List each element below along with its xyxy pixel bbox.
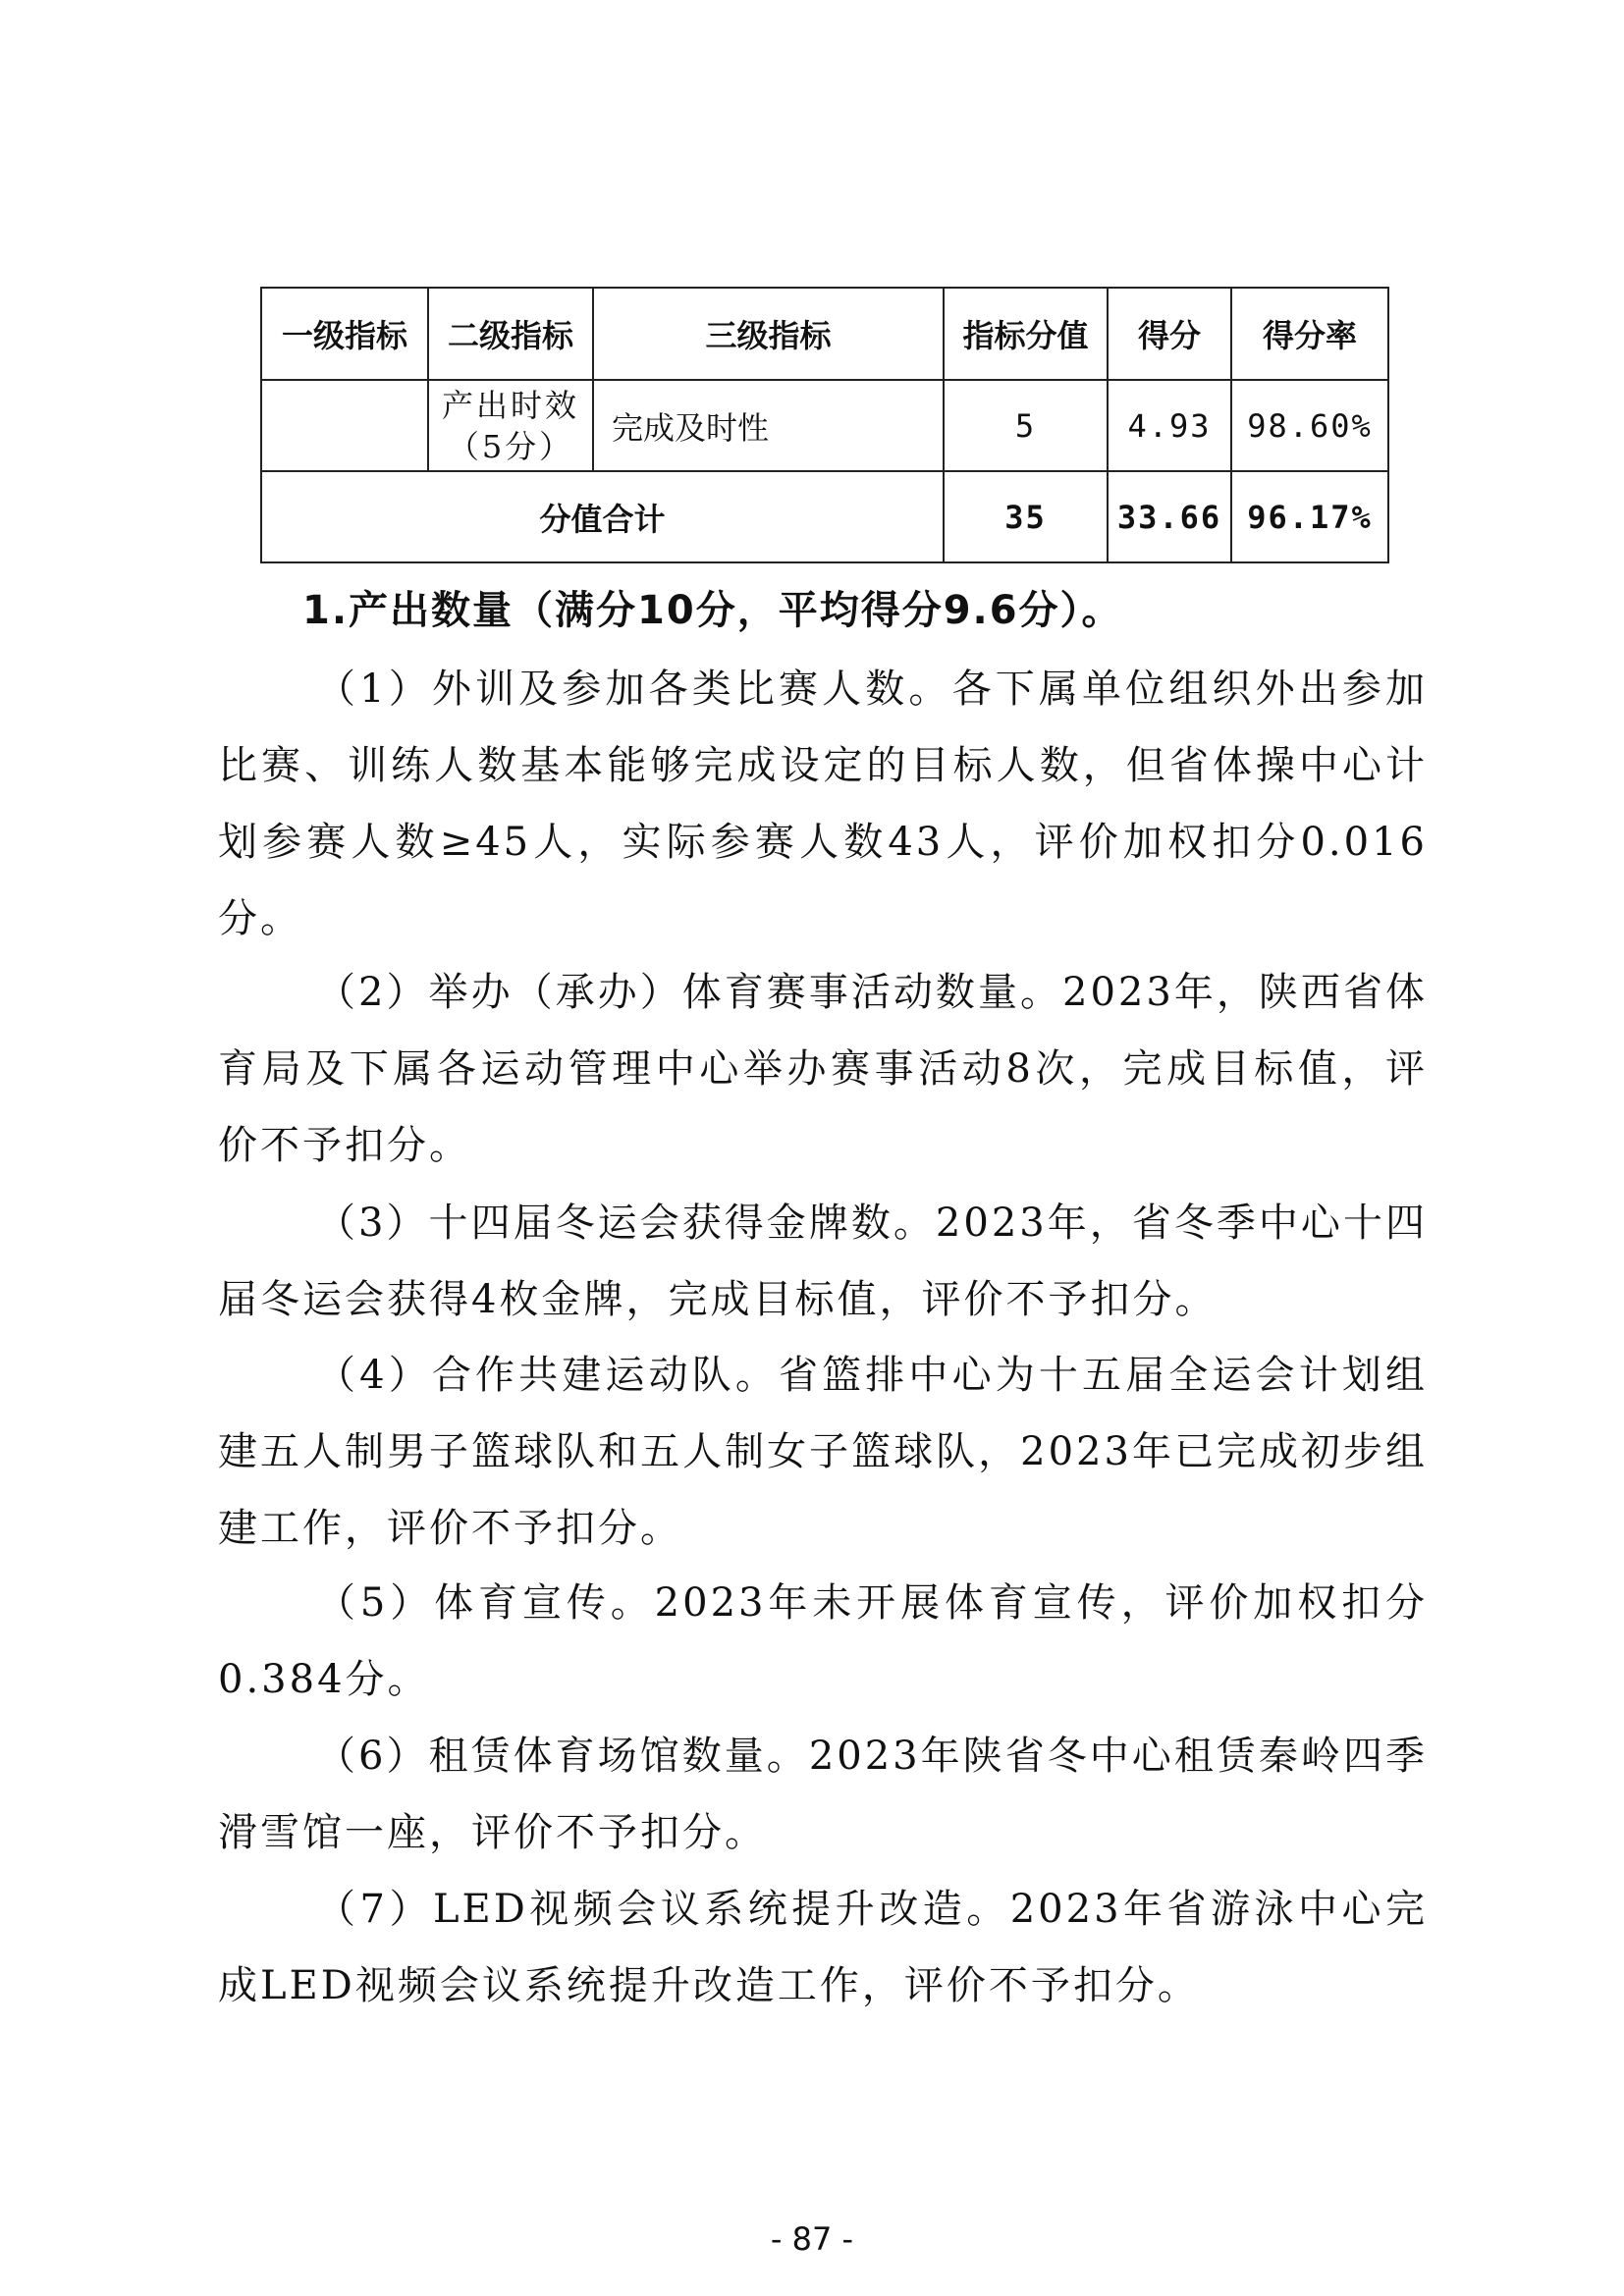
header-value: 指标分值 xyxy=(944,288,1108,380)
header-level2: 二级指标 xyxy=(428,288,593,380)
cell-level3: 完成及时性 xyxy=(593,380,944,471)
score-table xyxy=(260,287,1389,563)
total-score: 33.66 xyxy=(1108,471,1231,562)
page-number: - 87 - xyxy=(770,2220,854,2258)
paragraph-5: （5）体育宣传。2023年未开展体育宣传，评价加权扣分0.384分。 xyxy=(218,1580,1428,1702)
header-level1: 一级指标 xyxy=(261,288,428,380)
total-rate: 96.17% xyxy=(1231,471,1388,562)
paragraph-4: （4）合作共建运动队。省篮排中心为十五届全运会计划组建五人制男子篮球队和五人制女子篮球队，2023年已完成初步组建工作，评价不予扣分。 xyxy=(218,1353,1428,1551)
total-value: 35 xyxy=(944,471,1108,562)
cell-level2-line2: （5分） xyxy=(447,427,574,465)
paragraph-6: （6）租赁体育场馆数量。2023年陕省冬中心租赁秦岭四季滑雪馆一座，评价不予扣分。 xyxy=(218,1734,1428,1855)
header-level3: 三级指标 xyxy=(593,288,944,380)
header-score: 得分 xyxy=(1108,288,1231,380)
section-heading: 1.产出数量（满分10分，平均得分9.6分）。 xyxy=(302,588,1123,633)
paragraph-2: （2）举办（承办）体育赛事活动数量。2023年，陕西省体育局及下属各运动管理中心举办赛事活动8次，完成目标值，评价不予扣分。 xyxy=(218,970,1428,1168)
cell-value: 5 xyxy=(944,380,1108,471)
header-rate: 得分率 xyxy=(1231,288,1388,380)
cell-level2-line1: 产出时效 xyxy=(441,386,579,424)
table-total-row xyxy=(261,471,1388,562)
cell-score: 4.93 xyxy=(1108,380,1231,471)
cell-level2 xyxy=(428,380,593,471)
cell-level1 xyxy=(261,380,428,471)
total-label: 分值合计 xyxy=(261,471,944,562)
paragraph-1: （1）外训及参加各类比赛人数。各下属单位组织外出参加比赛、训练人数基本能够完成设定的目标人数，但省体操中心计划参赛人数≥45人，实际参赛人数43人，评价加权扣分0.016分。 xyxy=(218,667,1428,941)
paragraph-7: （7）LED视频会议系统提升改造。2023年省游泳中心完成LED视频会议系统提升改造工作，评价不予扣分。 xyxy=(218,1887,1428,2008)
cell-rate: 98.60% xyxy=(1231,380,1388,471)
table-header-row xyxy=(261,288,1388,380)
paragraph-3: （3）十四届冬运会获得金牌数。2023年，省冬季中心十四届冬运会获得4枚金牌，完成目标值，评价不予扣分。 xyxy=(218,1201,1428,1322)
table-row xyxy=(261,380,1388,471)
